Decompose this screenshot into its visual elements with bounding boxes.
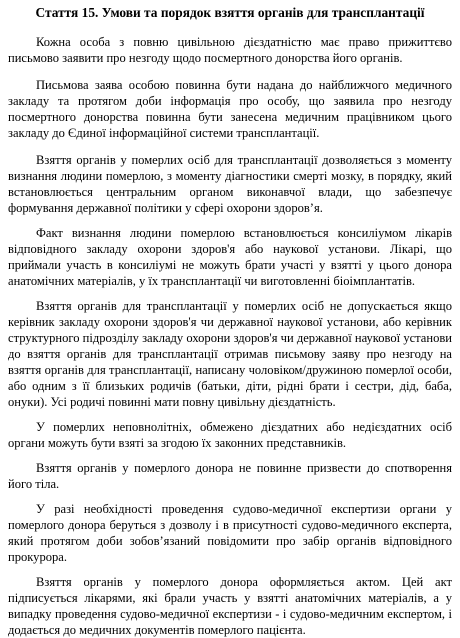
paragraph-9: Взяття органів у померлого донора оформляється актом. Цей акт підписується лікарями, які брали участь у взятті анатомічних матеріалів, а у випадку проведення судово-медичної експертизи - і судово-медичним експертом, і додається до медичних документів померлого пацієнта. <box>8 575 452 637</box>
paragraph-7: Взяття органів у померлого донора не повинне призвести до спотворення його тіла. <box>8 461 452 491</box>
paragraph-5: Взяття органів для трансплантації у померлих осіб не допускається якщо керівник закладу охорони здоров'я чи державної наукової установи, або керівник структурного підрозділу закладу охорони здоров'я чи державної наукової установи до взяття органів для трансплантації отримав письмову заяву про незгоду на взяття органів для трансплантації, написану чоловіком/дружиною померлої особи, або одним з її близьких родичів (батьки, діти, рідні брати і сестри, дід, баба, онуки). Усі родичі повинні мати повну цивільну дієздатність. <box>8 299 452 409</box>
paragraph-4: Факт визнання людини померлою встановлюється консиліумом лікарів відповідного закладу охорони здоров'я або наукової установи. Лікарі, що приймали участь в консиліумі не можуть брати участі у взятті у цього донора анатомічних матеріалів, у їх трансплантації чи виготовленні біоімплантатів. <box>8 226 452 288</box>
paragraph-1: Кожна особа з повню цивільною дієздатністю має право прижиттєво письмово заявити про незгоду щодо посмертного донорства його органів. <box>8 35 452 65</box>
article-title: Стаття 15. Умови та порядок взяття органів для трансплантації <box>35 5 425 20</box>
paragraph-2: Письмова заява особою повинна бути надана до найближчого медичного закладу та протягом доби інформація про особу, що заявила про незгоду посмертного донорства повинна бути занесена медичним працівником цього закладу до Єдиної інформаційної системи трансплантації. <box>8 78 452 140</box>
paragraph-8: У разі необхідності проведення судово-медичної експертизи органи у померлого донора беруться з дозволу і в присутності судово-медичного експерта, який протягом доби зобов’язаний повідомити про забір органів відповідного прокурора. <box>8 502 452 564</box>
paragraph-3: Взяття органів у померлих осіб для трансплантації дозволяється з моменту визнання людини померлою, з моменту діагностики смерті мозку, в порядку, який встановлюється центральним органом виконавчої влади, що забезпечує формування державної політики у сфері охорони здоров’я. <box>8 153 452 215</box>
paragraph-6: У померлих неповнолітніх, обмежено дієздатних або недієздатних осіб органи можуть бути взяті за згодою їх законних представників. <box>8 420 452 450</box>
